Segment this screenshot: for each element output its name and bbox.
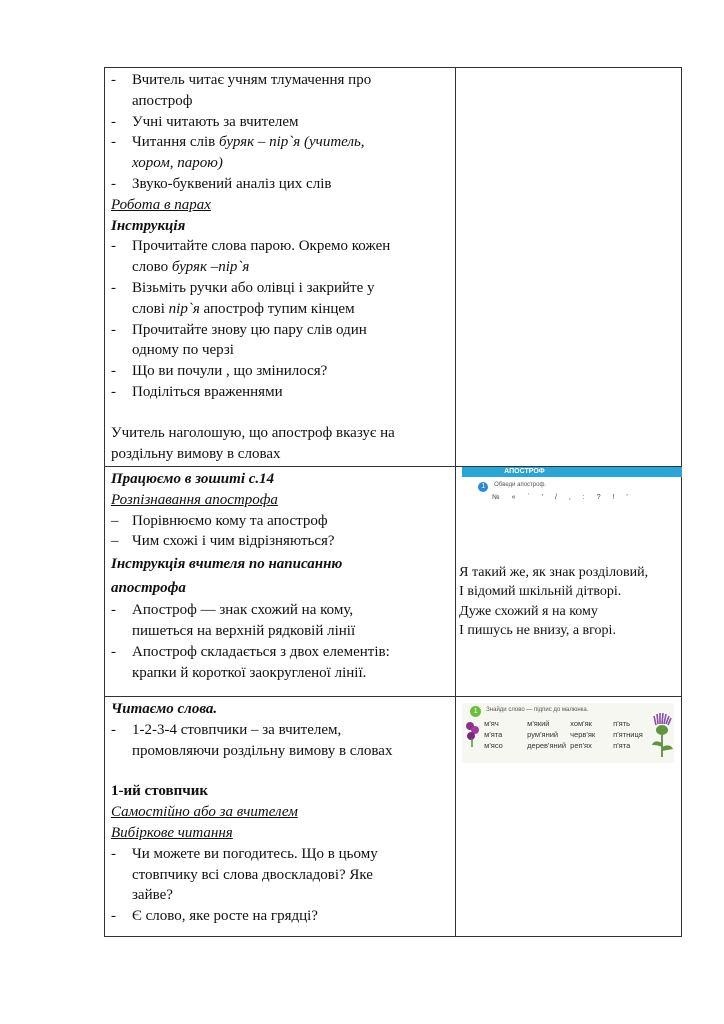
bullet-continuation xyxy=(111,741,451,762)
bullet-item xyxy=(111,720,451,741)
exercise-number-badge: 1 xyxy=(478,482,488,492)
bullet-item xyxy=(111,642,451,663)
bullet-dash: - xyxy=(111,908,116,925)
bullet-item xyxy=(111,600,451,621)
poem-line: І відомий шкільній дітворі. xyxy=(459,584,622,600)
bullet-dash: - xyxy=(111,134,116,151)
section-heading xyxy=(111,802,451,823)
word: п'ята xyxy=(613,741,631,750)
poem-line: І пишусь не внизу, а вгорі. xyxy=(459,623,616,639)
bullet-continuation xyxy=(111,257,451,278)
bullet-item xyxy=(111,511,451,532)
line-text: Прочитайте слова парою. Окремо кожен xyxy=(132,238,391,255)
word: хом'як xyxy=(570,719,592,728)
word: реп'ях xyxy=(570,741,592,750)
column-heading xyxy=(111,781,451,802)
textbook-words-snippet xyxy=(462,703,674,763)
bullet-item xyxy=(111,236,451,257)
exercise-task: Обведи апостроф. xyxy=(494,482,547,488)
section-heading xyxy=(111,490,451,511)
bullet-dash: - xyxy=(111,602,116,619)
textbook-apostrophe-snippet xyxy=(456,467,681,505)
table-row xyxy=(105,68,682,467)
bold-heading xyxy=(111,216,451,237)
word: м'яч xyxy=(484,719,499,728)
line-text: 1-2-3-4 стовпчики – за вчителем, xyxy=(132,721,342,738)
line-text: Робота в парах xyxy=(111,196,211,213)
line-text: апостроф тупим кінцем xyxy=(199,300,355,317)
blank-line xyxy=(111,761,451,781)
line-text: промовляючи роздільну вимову в словах xyxy=(132,742,393,759)
block3-content xyxy=(105,697,456,937)
word: м'ясо xyxy=(484,741,503,750)
bullet-continuation xyxy=(111,885,451,906)
line-text: Що ви почули , що змінилося? xyxy=(132,363,328,380)
instruction-heading xyxy=(111,576,451,600)
word: м'ята xyxy=(484,730,503,739)
bullet-dash: - xyxy=(111,721,116,738)
bullet-item xyxy=(111,361,451,382)
bullet-continuation xyxy=(111,865,451,886)
bullet-item xyxy=(111,278,451,299)
line-text: Поділіться враженнями xyxy=(132,383,283,400)
bullet-item xyxy=(111,382,451,403)
italic-words: буряк – пір`я (учитель, xyxy=(219,134,365,151)
line-text: Інструкція xyxy=(111,217,186,234)
line-text: Чи можете ви погодитесь. Що в цьому xyxy=(132,845,378,862)
bullet-item xyxy=(111,174,451,195)
bullet-item xyxy=(111,844,451,865)
bullet-continuation xyxy=(111,299,451,320)
textbook-header-bar xyxy=(462,467,682,477)
line-text: Прочитайте знову цю пару слів один xyxy=(132,321,367,338)
bullet-item xyxy=(111,112,451,133)
bullet-continuation xyxy=(111,91,451,112)
block2-content xyxy=(105,467,456,697)
line-text: Є слово, яке росте на грядці? xyxy=(132,908,318,925)
block1-content xyxy=(105,68,456,467)
bullet-continuation xyxy=(111,340,451,361)
bullet-dash: - xyxy=(111,845,116,862)
line-text: Апостроф складається з двох елементів: xyxy=(132,643,390,660)
line-text: Інструкція вчителя по написанню xyxy=(111,556,343,573)
line-text: Звуко-буквений аналіз цих слів xyxy=(132,175,332,192)
exercise-task: Знайди слово — підпис до малюнка. xyxy=(486,707,589,713)
word: п'ять xyxy=(613,719,631,728)
italic-words: пір`я xyxy=(168,300,200,317)
word-row xyxy=(484,718,656,729)
bullet-dash: – xyxy=(111,512,119,529)
bold-heading xyxy=(111,699,451,720)
line-text: зайве? xyxy=(132,887,173,904)
word: черв'як xyxy=(570,730,596,739)
line-text: апостроф xyxy=(132,92,193,109)
word: п'ятниця xyxy=(613,730,643,739)
line-text: Учитель наголошую, що апостроф вказує на xyxy=(111,424,395,441)
poem-line: Дуже схожий я на кому xyxy=(459,603,598,619)
instruction-heading xyxy=(111,552,451,576)
line-text: Розпізнавання апострофа xyxy=(111,491,278,508)
block2-aside xyxy=(456,467,682,697)
bullet-dash: - xyxy=(111,238,116,255)
block3-lines xyxy=(111,699,451,927)
line-text: слові xyxy=(132,300,169,317)
textbook-header: АПОСТРОФ xyxy=(504,468,545,475)
bullet-dash: - xyxy=(111,279,116,296)
bullet-dash: - xyxy=(111,72,116,88)
bullet-dash: - xyxy=(111,175,116,192)
line-text: Вибіркове читання xyxy=(111,824,233,841)
thistle-icon xyxy=(650,713,674,757)
word: м'який xyxy=(527,719,550,728)
line-text: слово xyxy=(132,259,172,276)
bullet-continuation xyxy=(111,663,451,684)
blank-line xyxy=(111,403,451,423)
bullet-item xyxy=(111,320,451,341)
word-grid xyxy=(484,718,656,751)
bullet-dash: - xyxy=(111,363,116,380)
section-heading xyxy=(111,195,451,216)
bullet-dash: – xyxy=(111,533,119,550)
italic-words: хором, парою) xyxy=(132,155,223,172)
lesson-table xyxy=(104,67,682,937)
word-row xyxy=(484,740,656,751)
bullet-item xyxy=(111,70,451,91)
bullet-dash: - xyxy=(111,643,116,660)
line-text: Вчитель читає учням тлумачення про xyxy=(132,72,372,88)
bullet-continuation xyxy=(111,153,451,174)
bullet-dash: - xyxy=(111,113,116,130)
line-text: Апостроф — знак схожий на кому, xyxy=(132,602,354,619)
exercise-number-badge: 1 xyxy=(470,706,481,717)
line-text: 1-ий стовпчик xyxy=(111,783,208,800)
block1-aside xyxy=(456,68,682,467)
word: рум'яний xyxy=(527,730,559,739)
bullet-dash: - xyxy=(111,321,116,338)
bold-heading xyxy=(111,469,451,490)
word: дерев'яний xyxy=(527,741,567,750)
line-text: Чим схожі і чим відрізняються? xyxy=(132,533,335,550)
bullet-dash: - xyxy=(111,383,116,400)
block3-aside xyxy=(456,697,682,937)
punctuation-marks: № « ` ' / , : ? ! ' xyxy=(492,494,633,501)
line-text: Візьміть ручки або олівці і закрийте у xyxy=(132,279,375,296)
text-line xyxy=(111,423,451,444)
section-heading xyxy=(111,823,451,844)
line-text: крапки й короткої заокругленої лінії. xyxy=(132,664,367,681)
riddle-poem xyxy=(456,563,681,641)
text-line xyxy=(111,444,451,465)
block2-lines xyxy=(111,469,451,683)
line-text: пишеться на верхній рядковій лінії xyxy=(132,622,356,639)
line-text: роздільну вимову в словах xyxy=(111,445,281,462)
line-text: апострофа xyxy=(111,580,186,597)
block1-lines xyxy=(111,70,451,464)
line-text: Працюємо в зошиті с.14 xyxy=(111,471,275,487)
line-text: одному по черзі xyxy=(132,342,234,359)
table-row xyxy=(105,697,682,937)
line-text: Читаємо слова. xyxy=(111,701,218,717)
bullet-item xyxy=(111,531,451,552)
word-row xyxy=(484,729,656,740)
line-text: Учні читають за вчителем xyxy=(132,113,299,130)
table-row xyxy=(105,467,682,697)
bullet-item xyxy=(111,906,451,927)
bullet-continuation xyxy=(111,621,451,642)
line-text: стовпчику всі слова двоскладові? Яке xyxy=(132,866,373,883)
line-text: Читання слів xyxy=(132,134,220,151)
line-text: Порівнюємо кому та апостроф xyxy=(132,512,328,529)
italic-words: буряк –пір`я xyxy=(171,259,250,276)
line-text: Самостійно або за вчителем xyxy=(111,804,298,821)
bullet-item xyxy=(111,132,451,153)
poem-line: Я такий же, як знак розділовий, xyxy=(459,565,649,580)
berries-icon xyxy=(465,718,479,748)
